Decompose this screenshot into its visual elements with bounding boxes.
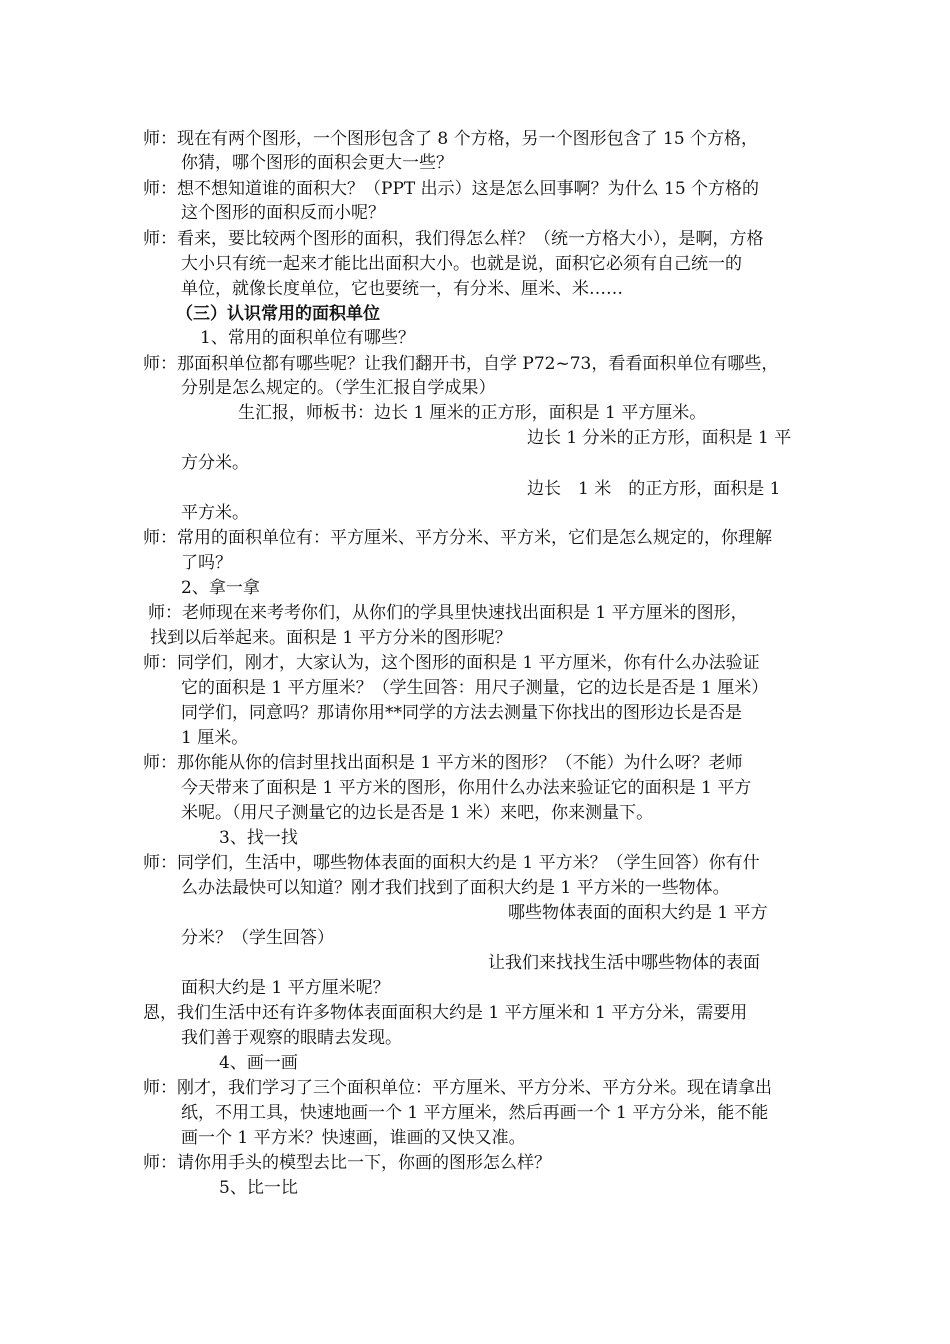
text-line: 师：刚才，我们学习了三个面积单位：平方厘米、平方分米、平方分米。现在请拿出 xyxy=(143,1078,772,1098)
text-line: 分别是怎么规定的。（学生汇报自学成果） xyxy=(181,378,496,398)
subsection-heading: 4、画一画 xyxy=(219,1053,298,1073)
text-line: 师：那面积单位都有哪些呢？让我们翻开书，自学 P72~73，看看面积单位有哪些， xyxy=(143,354,779,374)
text-line: 师：请你用手头的模型去比一下，你画的图形怎么样？ xyxy=(143,1153,551,1173)
text-line: 边长 1 分米的正方形，面积是 1 平 xyxy=(527,428,792,448)
text-line: 我们善于观察的眼睛去发现。 xyxy=(181,1028,402,1048)
text-line: 么办法最快可以知道？刚才我们找到了面积大约是 1 平方米的一些物体。 xyxy=(181,878,730,898)
text-line: 它的面积是 1 平方厘米？（学生回答：用尺子测量，它的边长是否是 1 厘米） xyxy=(181,678,769,698)
text-line: 师：现在有两个图形，一个图形包含了 8 个方格，另一个图形包含了 15 个方格， xyxy=(143,129,759,149)
text-line: 师：想不想知道谁的面积大？（PPT 出示）这是怎么回事啊？为什么 15 个方格的 xyxy=(143,179,760,199)
text-line: 1 厘米。 xyxy=(181,728,249,748)
text-line: 生汇报，师板书：边长 1 厘米的正方形，面积是 1 平方厘米。 xyxy=(238,403,707,423)
text-line: 恩，我们生活中还有许多物体表面面积大约是 1 平方厘米和 1 平方分米，需要用 xyxy=(143,1003,748,1023)
text-line: 了吗？ xyxy=(181,553,232,573)
text-line: 你猜，哪个图形的面积会更大一些？ xyxy=(181,153,453,173)
text-line: 让我们来找找生活中哪些物体的表面 xyxy=(488,953,760,973)
text-line: 师：老师现在来考考你们，从你们的学具里快速找出面积是 1 平方厘米的图形， xyxy=(148,603,748,623)
text-line: 画一个 1 平方米？快速画，谁画的又快又准。 xyxy=(181,1128,526,1148)
text-line: 分米？（学生回答） xyxy=(181,928,334,948)
text-line: 平方米。 xyxy=(181,503,249,523)
subsection-heading: 1、常用的面积单位有哪些？ xyxy=(200,328,415,348)
text-line: 找到以后举起来。面积是 1 平方分米的图形呢？ xyxy=(150,628,512,648)
subsection-heading: 3、找一找 xyxy=(219,828,298,848)
text-line: 大小只有统一起来才能比出面积大小。也就是说，面积它必须有自己统一的 xyxy=(181,254,742,274)
subsection-heading: 5、比一比 xyxy=(219,1178,298,1198)
text-line: 方分米。 xyxy=(181,453,249,473)
text-line: 同学们，同意吗？那请你用**同学的方法去测量下你找出的图形边长是否是 xyxy=(181,703,742,723)
text-line: 哪些物体表面的面积大约是 1 平方 xyxy=(508,903,768,923)
text-line: 面积大约是 1 平方厘米呢？ xyxy=(181,978,390,998)
text-line: 纸，不用工具，快速地画一个 1 平方厘米，然后再画一个 1 平方分米，能不能 xyxy=(181,1103,769,1123)
subsection-heading: 2、拿一拿 xyxy=(181,578,260,598)
text-line: 边长 1 米 的正方形，面积是 1 xyxy=(527,479,781,499)
section-heading: （三）认识常用的面积单位 xyxy=(176,304,380,324)
text-line: 师：同学们，刚才，大家认为，这个图形的面积是 1 平方厘米，你有什么办法验证 xyxy=(143,653,760,673)
text-line: 师：看来，要比较两个图形的面积，我们得怎么样？（统一方格大小），是啊，方格 xyxy=(143,229,764,249)
text-line: 米呢。（用尺子测量它的边长是否是 1 米）来吧，你来测量下。 xyxy=(181,803,654,823)
text-line: 单位，就像长度单位，它也要统一，有分米、厘米、米…… xyxy=(181,279,623,299)
text-line: 这个图形的面积反而小呢？ xyxy=(181,203,385,223)
text-line: 师：同学们，生活中，哪些物体表面的面积大约是 1 平方米？（学生回答）你有什 xyxy=(143,853,760,873)
text-line: 今天带来了面积是 1 平方米的图形，你用什么办法来验证它的面积是 1 平方 xyxy=(181,778,752,798)
text-line: 师：那你能从你的信封里找出面积是 1 平方米的图形？（不能）为什么呀？老师 xyxy=(143,753,743,773)
text-line: 师：常用的面积单位有：平方厘米、平方分米、平方米，它们是怎么规定的，你理解 xyxy=(143,528,772,548)
